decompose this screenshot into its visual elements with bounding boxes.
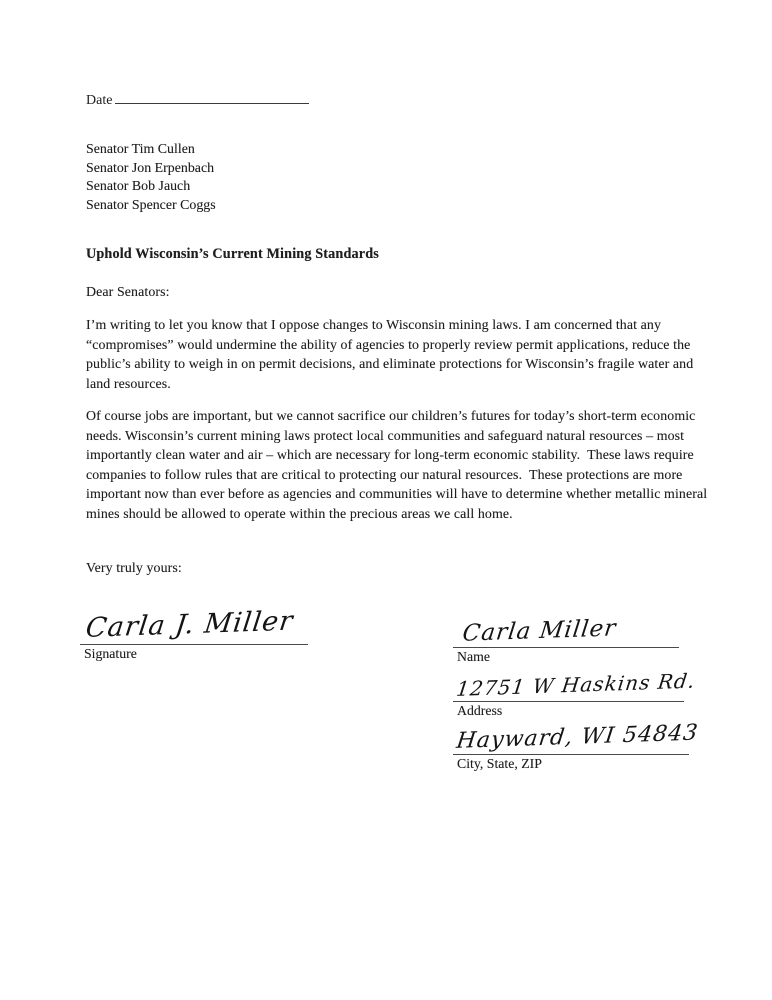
city-state-zip-field [453,718,700,772]
name-line [453,611,679,648]
recipient-line: Senator Bob Jauch [86,179,191,195]
date-blank-line [115,90,309,104]
signature-line [80,596,308,645]
recipient-line: Senator Spencer Coggs [86,198,216,214]
name-label: Name [457,649,490,664]
subject-line: Uphold Wisconsin’s Current Mining Standards [86,246,379,262]
body-paragraph: Of course jobs are important, but we cannot sacrifice our children’s futures for today’s short-term economic needs. Wisconsin’s current mining laws protect local communities and safeguard natural resources – most importantly clean water and air – which are necessary for long-term economic stability. These laws require companies to follow rules that are critical to protecting our natural resources. These protections are more important now than ever before as agencies and communities will have to determine whether metallic mineral mines should be allowed to operate within the precious areas we call home. [86,409,711,522]
recipient-list [86,141,216,216]
address-label: Address [457,703,503,718]
address-field [453,665,697,719]
closing-line: Very truly yours: [86,561,182,576]
recipient-line: Senator Jon Erpenbach [86,160,215,176]
city-state-zip-line [453,718,700,755]
signature-field [80,596,308,662]
recipient-line: Senator Tim Cullen [86,142,195,157]
date-row [86,90,309,109]
body-paragraph: I’m writing to let you know that I oppose changes to Wisconsin mining laws. I am concerned that any “compromises” would undermine the ability of agencies to properly review permit applications, reduce the public’s ability to weigh in on permit decisions, and eliminate protections for Wisconsin’s fragile water and land resources. [86,318,697,392]
city-state-zip-handwriting: Hayward, WI 54843 [455,720,700,754]
name-field [453,611,679,665]
city-state-zip-label: City, State, ZIP [457,756,542,771]
signature-handwriting: Carla J. Miller [84,605,296,644]
address-line [453,665,697,702]
salutation: Dear Senators: [86,285,170,300]
signature-label: Signature [84,646,137,661]
address-handwriting: 12751 W Haskins Rd. [455,668,697,701]
name-handwriting: Carla Miller [461,615,618,647]
date-label: Date [86,93,113,108]
